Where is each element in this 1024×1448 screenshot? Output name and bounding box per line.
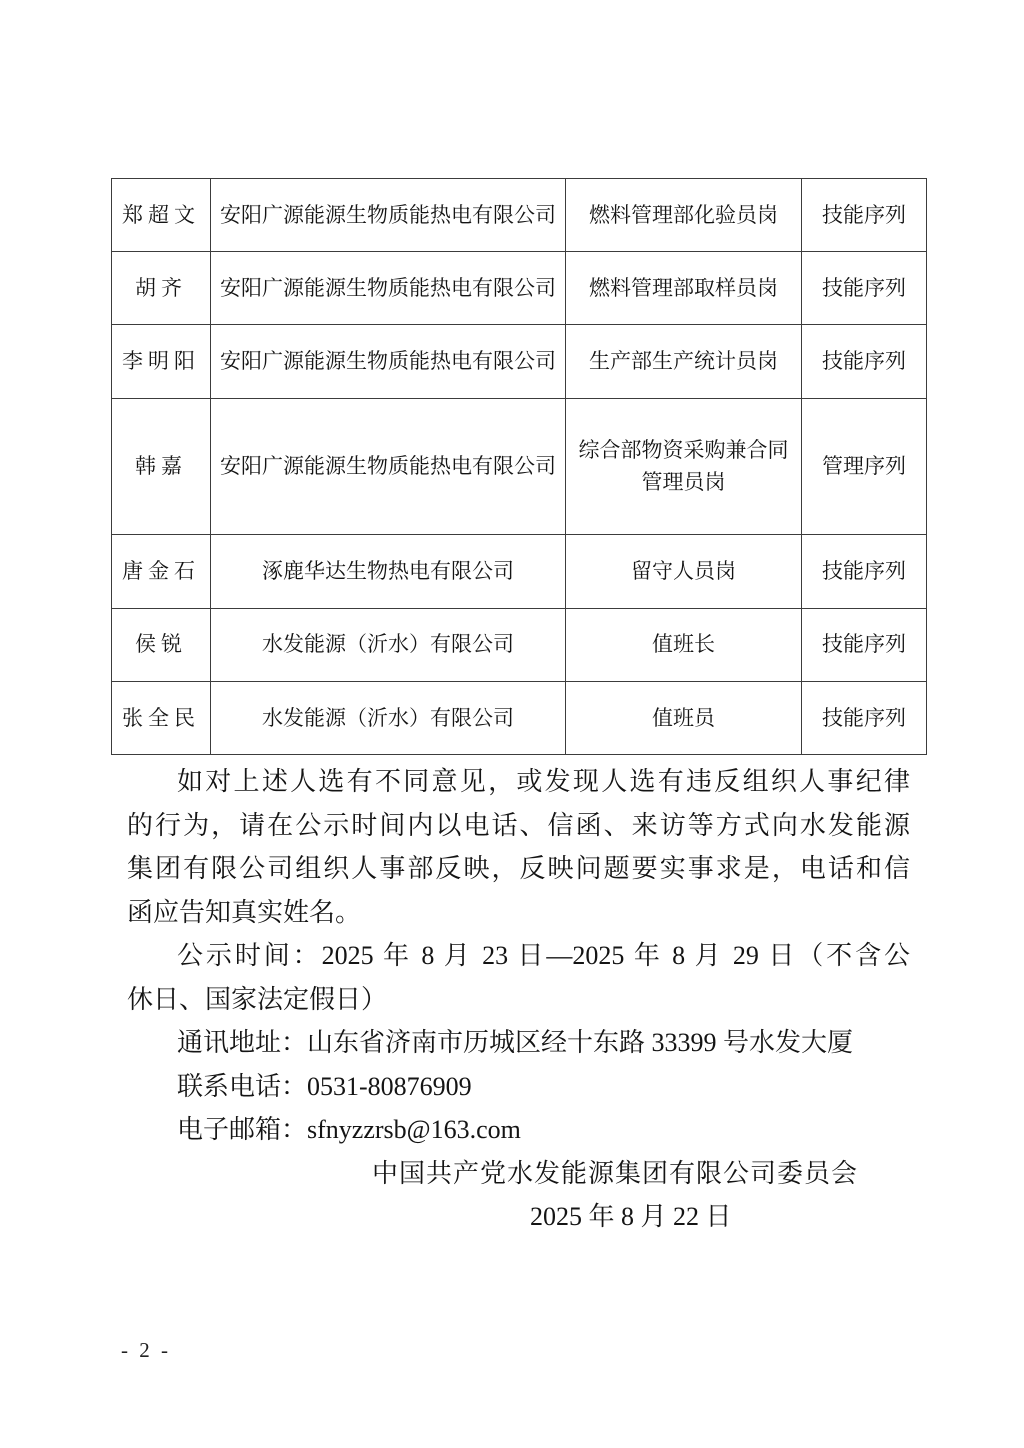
paragraph-objection-line: 如对上述人选有不同意见，或发现人选有违反组织人事纪律	[177, 767, 910, 796]
cell-name: 郑超文	[112, 179, 211, 252]
cell-name: 张全民	[112, 681, 211, 754]
cell-position: 燃料管理部取样员岗	[566, 252, 802, 325]
cell-position: 生产部生产统计员岗	[566, 325, 802, 398]
cell-company: 水发能源（沂水）有限公司	[211, 681, 566, 754]
cell-company: 安阳广源能源生物质能热电有限公司	[211, 179, 566, 252]
cell-company: 安阳广源能源生物质能热电有限公司	[211, 325, 566, 398]
cell-sequence: 管理序列	[802, 398, 927, 535]
cell-name: 胡齐	[112, 252, 211, 325]
cell-company: 水发能源（沂水）有限公司	[211, 608, 566, 681]
mailing-address-line: 通讯地址：山东省济南市历城区经十东路 33399 号水发大厦	[177, 1028, 854, 1057]
table-row	[112, 535, 927, 608]
cell-name: 李明阳	[112, 325, 211, 398]
cell-sequence: 技能序列	[802, 681, 927, 754]
table-row	[112, 179, 927, 252]
contact-phone-line: 联系电话：0531-80876909	[177, 1071, 472, 1101]
cell-company: 安阳广源能源生物质能热电有限公司	[211, 252, 566, 325]
paragraph-objection-line: 函应告知真实姓名。	[127, 897, 362, 927]
paragraph-objection-line: 的行为，请在公示时间内以电话、信函、来访等方式向水发能源	[127, 810, 910, 840]
cell-position: 燃料管理部化验员岗	[566, 179, 802, 252]
cell-company: 安阳广源能源生物质能热电有限公司	[211, 398, 566, 535]
cell-position: 值班员	[566, 681, 802, 754]
signature-date: 2025 年 8 月 22 日	[530, 1202, 732, 1231]
table-row	[112, 681, 927, 754]
signature-committee: 中国共产党水发能源集团有限公司委员会	[372, 1158, 859, 1188]
cell-sequence: 技能序列	[802, 179, 927, 252]
cell-name: 侯锐	[112, 608, 211, 681]
page-number: - 2 -	[121, 1338, 171, 1362]
cell-name: 唐金石	[112, 535, 211, 608]
table-row	[112, 325, 927, 398]
paragraph-objection-line: 集团有限公司组织人事部反映，反映问题要实事求是，电话和信	[127, 854, 910, 883]
personnel-table	[111, 178, 927, 755]
cell-name: 韩嘉	[112, 398, 211, 535]
cell-sequence: 技能序列	[802, 252, 927, 325]
publicity-period-line: 休日、国家法定假日）	[127, 984, 388, 1014]
cell-company: 涿鹿华达生物热电有限公司	[211, 535, 566, 608]
body-text	[127, 760, 910, 1239]
cell-sequence: 技能序列	[802, 325, 927, 398]
table-row	[112, 252, 927, 325]
table-row	[112, 398, 927, 535]
cell-position: 留守人员岗	[566, 535, 802, 608]
cell-sequence: 技能序列	[802, 608, 927, 681]
cell-sequence: 技能序列	[802, 535, 927, 608]
contact-email-line: 电子邮箱：sfnyzzrsb@163.com	[177, 1115, 521, 1144]
cell-position: 值班长	[566, 608, 802, 681]
publicity-period-line: 公示时间：2025 年 8 月 23 日—2025 年 8 月 29 日（不含公	[177, 941, 910, 970]
cell-position: 综合部物资采购兼合同管理员岗	[566, 398, 802, 535]
table-row	[112, 608, 927, 681]
